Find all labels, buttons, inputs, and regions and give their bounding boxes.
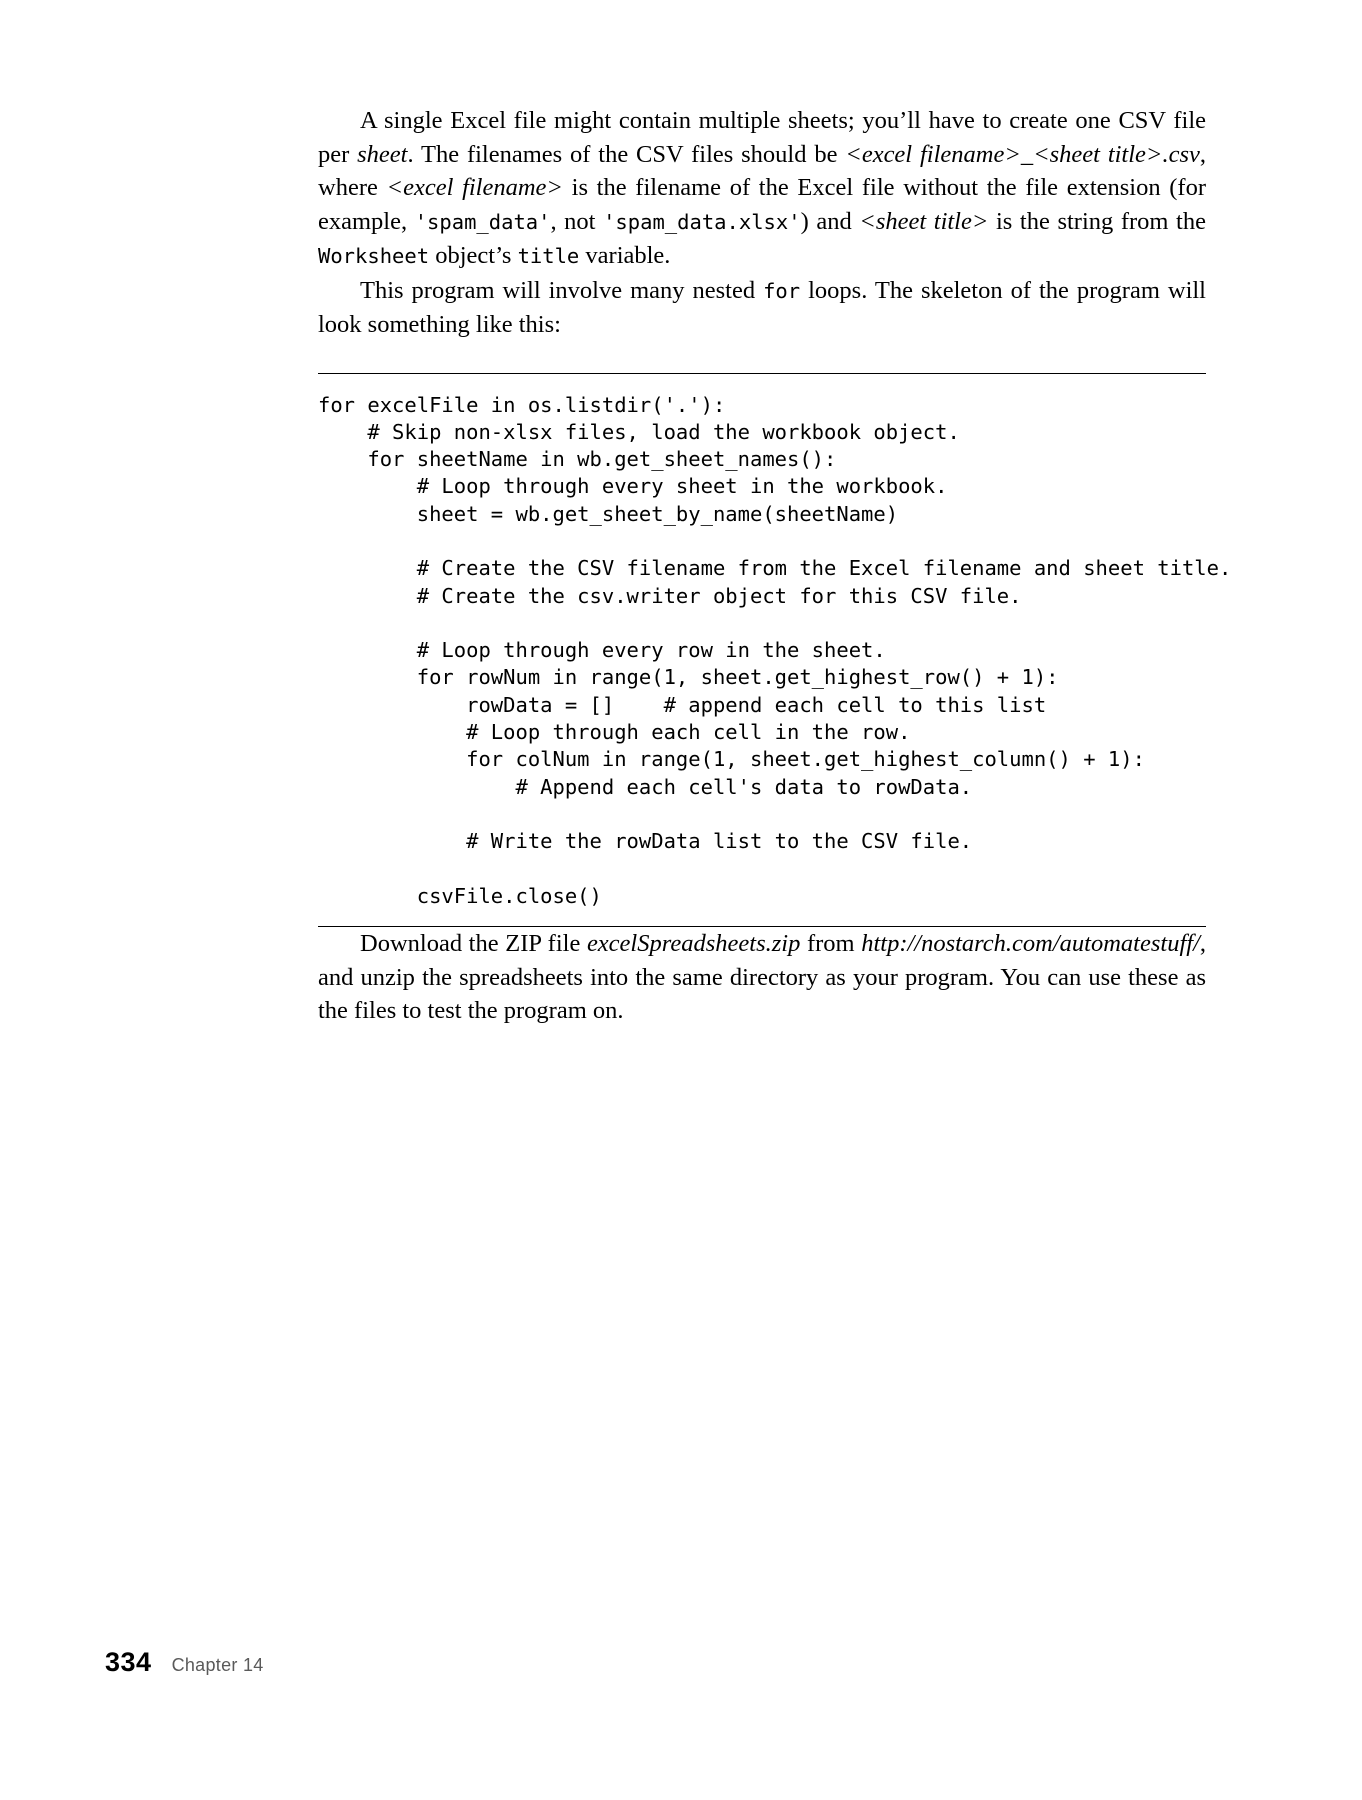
paragraph-csv-filenames <box>318 104 1206 274</box>
code-listing <box>318 373 1232 928</box>
para1-code-worksheet: Worksheet <box>318 244 430 268</box>
para2-text-2: loops. The skeleton of the program will look something like this: <box>318 276 1206 338</box>
para1-code-spam-data: 'spam_data' <box>414 209 551 234</box>
para1-filename-pattern-italic: <excel filename>_<sheet title>.csv <box>845 140 1200 168</box>
para1-text-9: variable. <box>579 242 671 269</box>
para1-code-title: title <box>517 244 580 268</box>
para1-sheet-title-italic: <sheet title> <box>859 207 989 235</box>
para1-text-3: , where <box>318 140 1206 201</box>
para3-text-1: Download the ZIP file <box>360 930 587 958</box>
page-content <box>318 104 1232 1028</box>
para1-text-2: . The filenames of the CSV files should be <box>407 140 846 168</box>
para1-text-1: A single Excel file might contain multiple sheets; you’ll have to create one CSV file per <box>318 107 1206 168</box>
code-listing-text: for excelFile in os.listdir('.'): # Skip non-xlsx files, load the workbook object. for sheetName in wb.get_sheet_names(): # Loop through every sheet in the workbook. sheet = wb.get_sheet_by_name(sheetName) # Create the CSV filename from the Excel filename and sheet title. # Create the csv.writer object for this CSV file. # Loop through every row in the sheet. for rowNum in range(1, sheet.get_highest_row() + 1): rowData = [] # append each cell to this list # Loop through each cell in the row. for colNum in range(1, sheet.get_highest_column() + 1): # Append each cell's data to rowData. # Write the rowData list to the CSV file. csvFile.close() <box>318 392 1232 908</box>
para1-text-5: , not <box>550 207 604 235</box>
para1-text-4: is the filename of the Excel file without the file extension (for example, <box>318 174 1207 235</box>
para1-excel-filename-italic: <excel filename> <box>386 174 563 201</box>
page-number: 334 <box>105 1647 152 1677</box>
para1-text-8: object’s <box>429 242 518 269</box>
paragraph-download-zip <box>318 927 1206 1028</box>
para2-text-1: This program will involve many nested <box>360 276 764 304</box>
para3-text-2: from <box>800 930 862 958</box>
para3-url-italic: http://nostarch.com/automatestuff/ <box>861 930 1200 958</box>
para1-text-7: is the string from the <box>988 207 1206 235</box>
page-footer <box>105 1647 264 1678</box>
paragraph-nested-loops <box>318 274 1206 342</box>
para1-code-spam-data-xlsx: 'spam_data.xlsx' <box>603 209 801 234</box>
para3-text-3: , and unzip the spreadsheets into the same directory as your program. You can use these as the files to test the program on. <box>318 930 1206 1025</box>
para3-zip-filename-italic: excelSpreadsheets.zip <box>586 930 801 958</box>
para1-text-6: ) and <box>800 207 860 235</box>
chapter-label: Chapter 14 <box>171 1655 264 1675</box>
para1-sheet-italic: sheet <box>357 140 408 168</box>
para2-code-for: for <box>763 278 801 303</box>
